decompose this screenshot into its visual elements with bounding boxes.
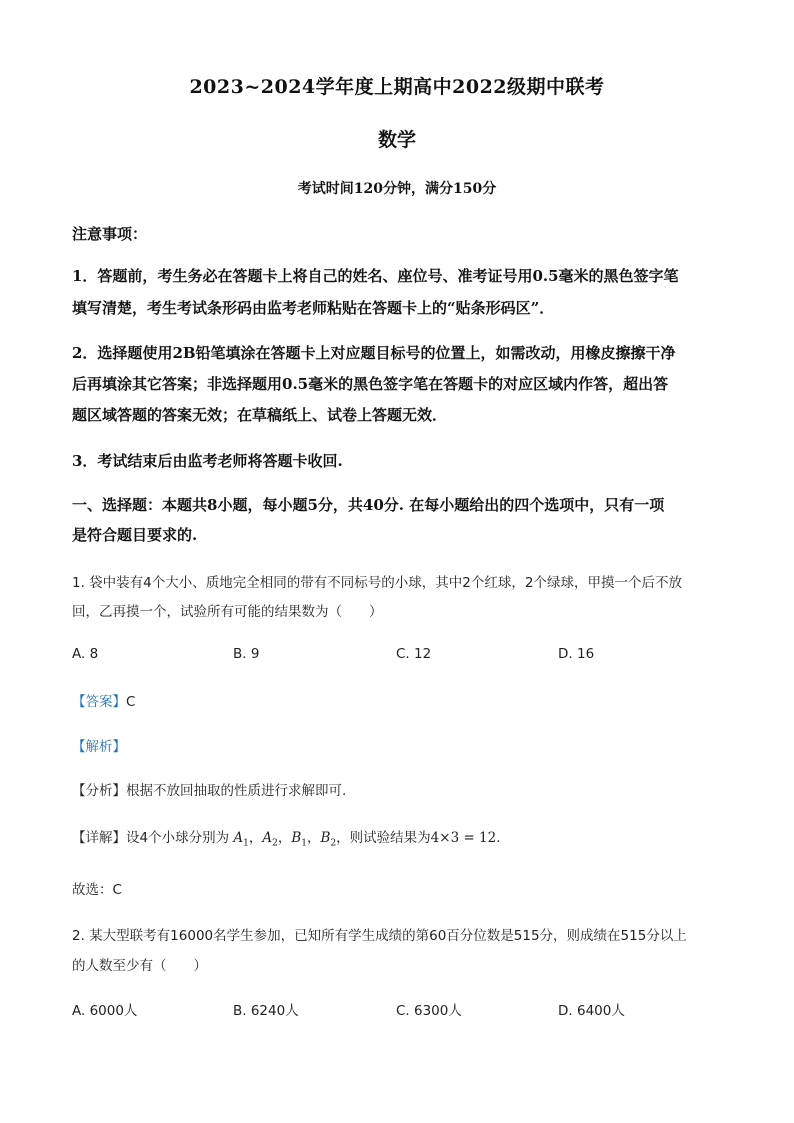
detail-var-b2: $B_2$ [320, 830, 337, 849]
note-2-line-3: 题区域答题的答案无效；在草稿纸上、试卷上答题无效． [72, 406, 448, 424]
detail-label: 【详解】 [72, 830, 126, 846]
q2-stem-line-1: 2. 某大型联考有16000名学生参加，已知所有学生成绩的第60百分位数是515分，则成绩在515分以上 [72, 928, 687, 944]
q2-option-d: D. 6400人 [558, 1003, 625, 1019]
q2-option-c: C. 6300人 [396, 1003, 462, 1019]
q1-option-c: C. 12 [396, 646, 432, 662]
detail-var-a2: $A_2$ [262, 830, 278, 849]
detail-formula: 4×3 = 12 [430, 830, 497, 846]
q1-conclusion: 故选：C [72, 882, 122, 898]
q1-stem-line-1: 1. 袋中装有4个大小、质地完全相同的带有不同标号的小球，其中2个红球，2个绿球，甲摸一个后不放 [72, 575, 682, 591]
exam-info: 考试时间120分钟，满分150分 [297, 181, 497, 197]
q1-option-d: D. 16 [558, 646, 595, 662]
q2-option-b: B. 6240人 [233, 1003, 299, 1019]
q1-fenxi [72, 779, 346, 799]
detail-var-b1: $B_1$ [291, 830, 308, 849]
q2-option-a: A. 6000人 [72, 1003, 138, 1019]
answer-value: C [126, 694, 136, 710]
fenxi-label: 【分析】 [72, 783, 126, 799]
q1-stem-line-2: 回，乙再摸一个，试验所有可能的结果数为（ ） [72, 604, 383, 620]
analysis-label: 【解析】 [72, 739, 126, 755]
detail-var-a1: $A_1$ [233, 830, 249, 849]
answer-label: 【答案】 [72, 694, 126, 710]
note-1-line-2: 填写清楚，考生考试条形码由监考老师粘贴在答题卡上的“贴条形码区”． [72, 299, 555, 317]
section-1-line-1: 一、选择题：本题共8小题，每小题5分，共40分. 在每小题给出的四个选项中，只有一项 [72, 496, 665, 514]
note-2-line-2: 后再填涂其它答案；非选择题用0.5毫米的黑色签字笔在答题卡的对应区域内作答，超出答 [72, 375, 669, 393]
note-3: 3．考试结束后由监考老师将答题卡收回. [72, 452, 343, 470]
notes-heading: 注意事项： [72, 225, 148, 243]
section-1-line-2: 是符合题目要求的. [72, 526, 198, 544]
detail-prefix: 设4个小球分别为 [126, 830, 230, 846]
note-1-line-1: 1．答题前，考生务必在答题卡上将自己的姓名、座位号、准考证号用0.5毫米的黑色签字笔 [72, 267, 679, 285]
detail-end: ． [496, 830, 510, 846]
q2-stem-line-2: 的人数至少有（ ） [72, 958, 207, 974]
q1-option-b: B. 9 [233, 646, 260, 662]
exam-title: 2023~2024学年度上期高中2022级期中联考 [189, 76, 605, 98]
q1-detail: 【详解】设4个小球分别为 $A_1$，$A_2$，$B_1$，$B_2$，则试验结果为4×3 = 12． [72, 830, 510, 849]
subject-title: 数学 [377, 129, 416, 151]
detail-middle: ，则试验结果为 [336, 830, 431, 846]
q1-analysis [72, 735, 126, 755]
q1-answer [72, 690, 135, 710]
note-2-line-1: 2．选择题使用2B铅笔填涂在答题卡上对应题目标号的位置上，如需改动，用橡皮擦擦干净 [72, 344, 676, 362]
q1-option-a: A. 8 [72, 646, 99, 662]
fenxi-text: 根据不放回抽取的性质进行求解即可. [126, 783, 347, 799]
